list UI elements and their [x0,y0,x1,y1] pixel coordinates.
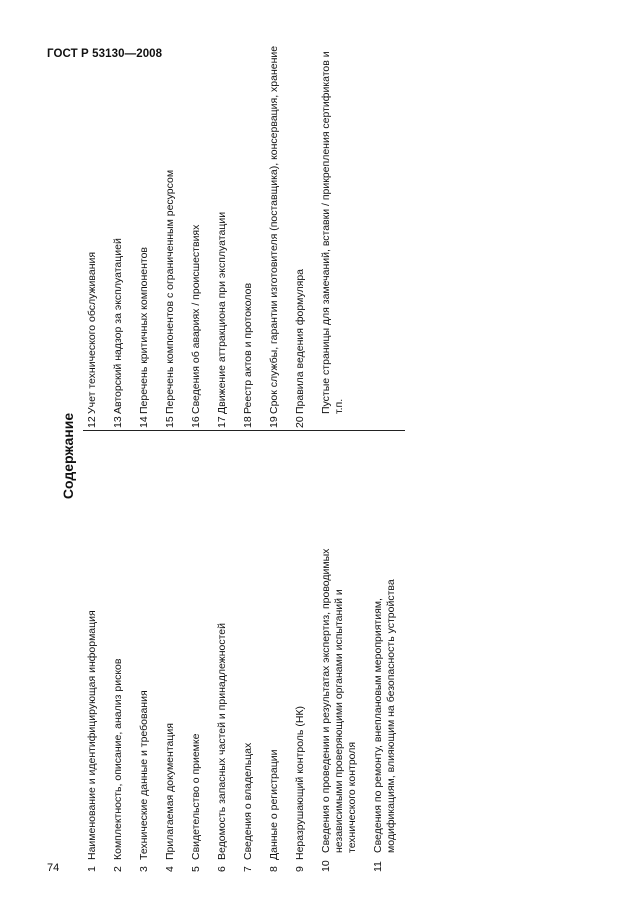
toc-item-number: 2 [112,866,124,872]
toc-item [164,38,177,428]
toc-item-text: Сведения о проведении и результатах экспертиз, проводимых независимыми проверяющими органами испытаний и технического контроля [320,548,358,853]
toc-item-text: Сведения по ремонту, внеплановым мероприятиям, модификациям, влияющим на безопасность устройства [372,579,397,853]
toc-item [190,526,203,872]
toc-item-text: Прилагаемая документация [164,723,176,860]
toc-item-number: 5 [190,866,202,872]
rotated-content [60,26,480,886]
toc-item [138,38,151,428]
toc-item-number: 13 [112,416,124,428]
toc-item-number [320,414,346,428]
toc-item-text: Движение аттракциона при эксплуатации [216,211,228,414]
toc-item-number: 15 [164,416,176,428]
toc-item [320,526,359,872]
toc-item-text: Срок службы, гарантии изготовителя (поставщика), консервация, хранение [268,45,280,414]
toc-item-text: Наименование и идентифицирующая информация [86,610,98,860]
toc-item-number: 7 [242,866,254,872]
toc-item-text: Свидетельство о приемке [190,733,202,860]
toc-item-number: 17 [216,416,228,428]
toc-item [138,526,151,872]
toc-item [294,526,307,872]
toc-item [268,526,281,872]
toc-item [86,38,99,428]
toc-item [242,526,255,872]
toc-item-number: 18 [242,416,254,428]
toc-item-text: Неразрушающий контроль (НК) [294,705,306,860]
toc-item-text: Сведения об авариях / происшествиях [190,224,202,414]
toc-item [112,38,125,428]
toc-item-number: 12 [86,416,98,428]
toc-item-text: Комплектность, описание, анализ рисков [112,658,124,860]
toc-item [320,38,346,428]
toc-item [190,38,203,428]
toc-item-number: 9 [294,866,306,872]
toc-item-text: Реестр актов и протоколов [242,282,254,414]
toc-item-text: Учет технического обслуживания [86,251,98,414]
page-number: 74 [47,862,60,874]
toc-item-text: Правила ведения формуляра [294,268,306,414]
toc-left-column [86,526,411,872]
toc-item [86,526,99,872]
toc-item [216,38,229,428]
toc-item-text: Перечень критичных компонентов [138,246,150,414]
standard-header: ГОСТ Р 53130—2008 [47,48,163,60]
toc-item-number: 3 [138,866,150,872]
toc-item-number: 1 [86,866,98,872]
toc-item [164,526,177,872]
toc-item-number: 4 [164,866,176,872]
toc-item-number: 10 [320,860,332,872]
toc-item-number: 14 [138,416,150,428]
column-divider [83,430,405,431]
toc-item-number: 19 [268,416,280,428]
toc-item [216,526,229,872]
toc-right-column [86,38,359,428]
toc-item [242,38,255,428]
toc-item-text: Технические данные и требования [138,690,150,860]
toc-item [268,38,281,428]
toc-item [294,38,307,428]
page-title: Содержание [60,412,76,500]
toc-item-text: Данные о регистрации [268,749,280,860]
toc-item-text: Перечень компонентов с ограниченным ресурсом [164,169,176,414]
toc-item [372,526,398,872]
toc-item-text: Авторский надзор за эксплуатацией [112,238,124,414]
toc-item-text: Сведения о владельцах [242,742,254,860]
toc-item-number: 11 [372,861,384,872]
toc-item-text: Пустые страницы для замечаний, вставки / прикрепления сертификатов и т.п. [320,51,345,414]
toc-item [112,526,125,872]
toc-item-number: 8 [268,866,280,872]
toc-item-number: 6 [216,866,228,872]
toc-item-text: Ведомость запасных частей и принадлежностей [216,623,228,860]
toc-item-number: 16 [190,416,202,428]
toc-item-number: 20 [294,416,306,428]
